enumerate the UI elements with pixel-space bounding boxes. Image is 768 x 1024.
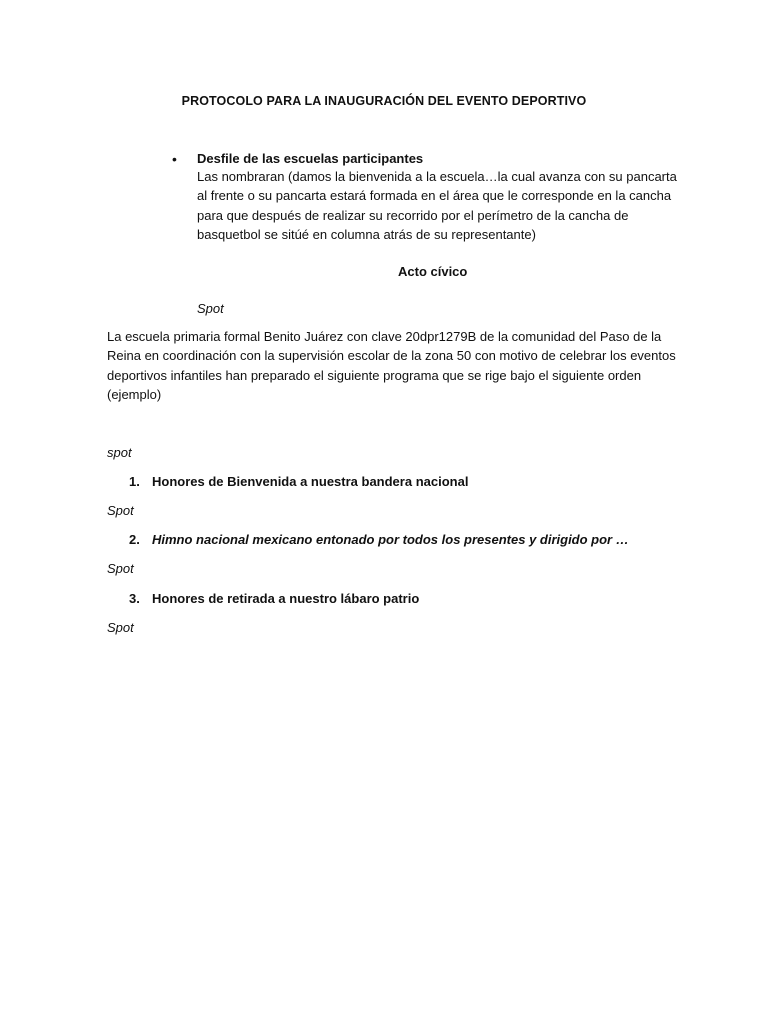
bullet-line: para que después de realizar su recorrido por el perímetro de la cancha de bbox=[197, 207, 629, 223]
program-item-number: 3. bbox=[129, 591, 140, 606]
bullet-marker: • bbox=[172, 151, 177, 167]
program-item-number: 1. bbox=[129, 474, 140, 489]
bullet-line: al frente o su pancarta estará formada en el área que le corresponde en la cancha bbox=[197, 188, 672, 204]
bullet-line: basquetbol se sitúé en columna atrás de su representante) bbox=[197, 227, 536, 243]
paragraph-line: deportivos infantiles han preparado el siguiente programa que se rige bajo el siguiente orden bbox=[107, 367, 642, 383]
program-item-text: Honores de retirada a nuestro lábaro patrio bbox=[152, 591, 420, 606]
paragraph-line: Reina en coordinación con la supervisión escolar de la zona 50 con motivo de celebrar los eventos bbox=[107, 348, 676, 364]
paragraph-line: (ejemplo) bbox=[107, 386, 162, 402]
program-item-text: Honores de Bienvenida a nuestra bandera nacional bbox=[152, 474, 469, 489]
spot-label: Spot bbox=[107, 620, 134, 635]
acto-civico-heading: Acto cívico bbox=[398, 264, 468, 279]
spot-label: Spot bbox=[107, 561, 134, 576]
spot-label: spot bbox=[107, 445, 132, 460]
document-title: PROTOCOLO PARA LA INAUGURACIÓN DEL EVENTO DEPORTIVO bbox=[181, 94, 587, 108]
paragraph-line: La escuela primaria formal Benito Juárez con clave 20dpr1279B de la comunidad del Paso de la bbox=[107, 329, 662, 344]
spot-label: Spot bbox=[197, 301, 224, 316]
spot-label: Spot bbox=[107, 503, 134, 518]
bullet-line: Las nombraran (damos la bienvenida a la escuela…la cual avanza con su pancarta bbox=[197, 169, 677, 184]
program-item-number: 2. bbox=[129, 532, 140, 547]
intro-paragraph bbox=[107, 327, 676, 404]
program-item-text: Himno nacional mexicano entonado por todos los presentes y dirigido por … bbox=[152, 532, 629, 547]
bullet-heading: Desfile de las escuelas participantes bbox=[197, 151, 424, 166]
bullet-body bbox=[197, 167, 677, 245]
